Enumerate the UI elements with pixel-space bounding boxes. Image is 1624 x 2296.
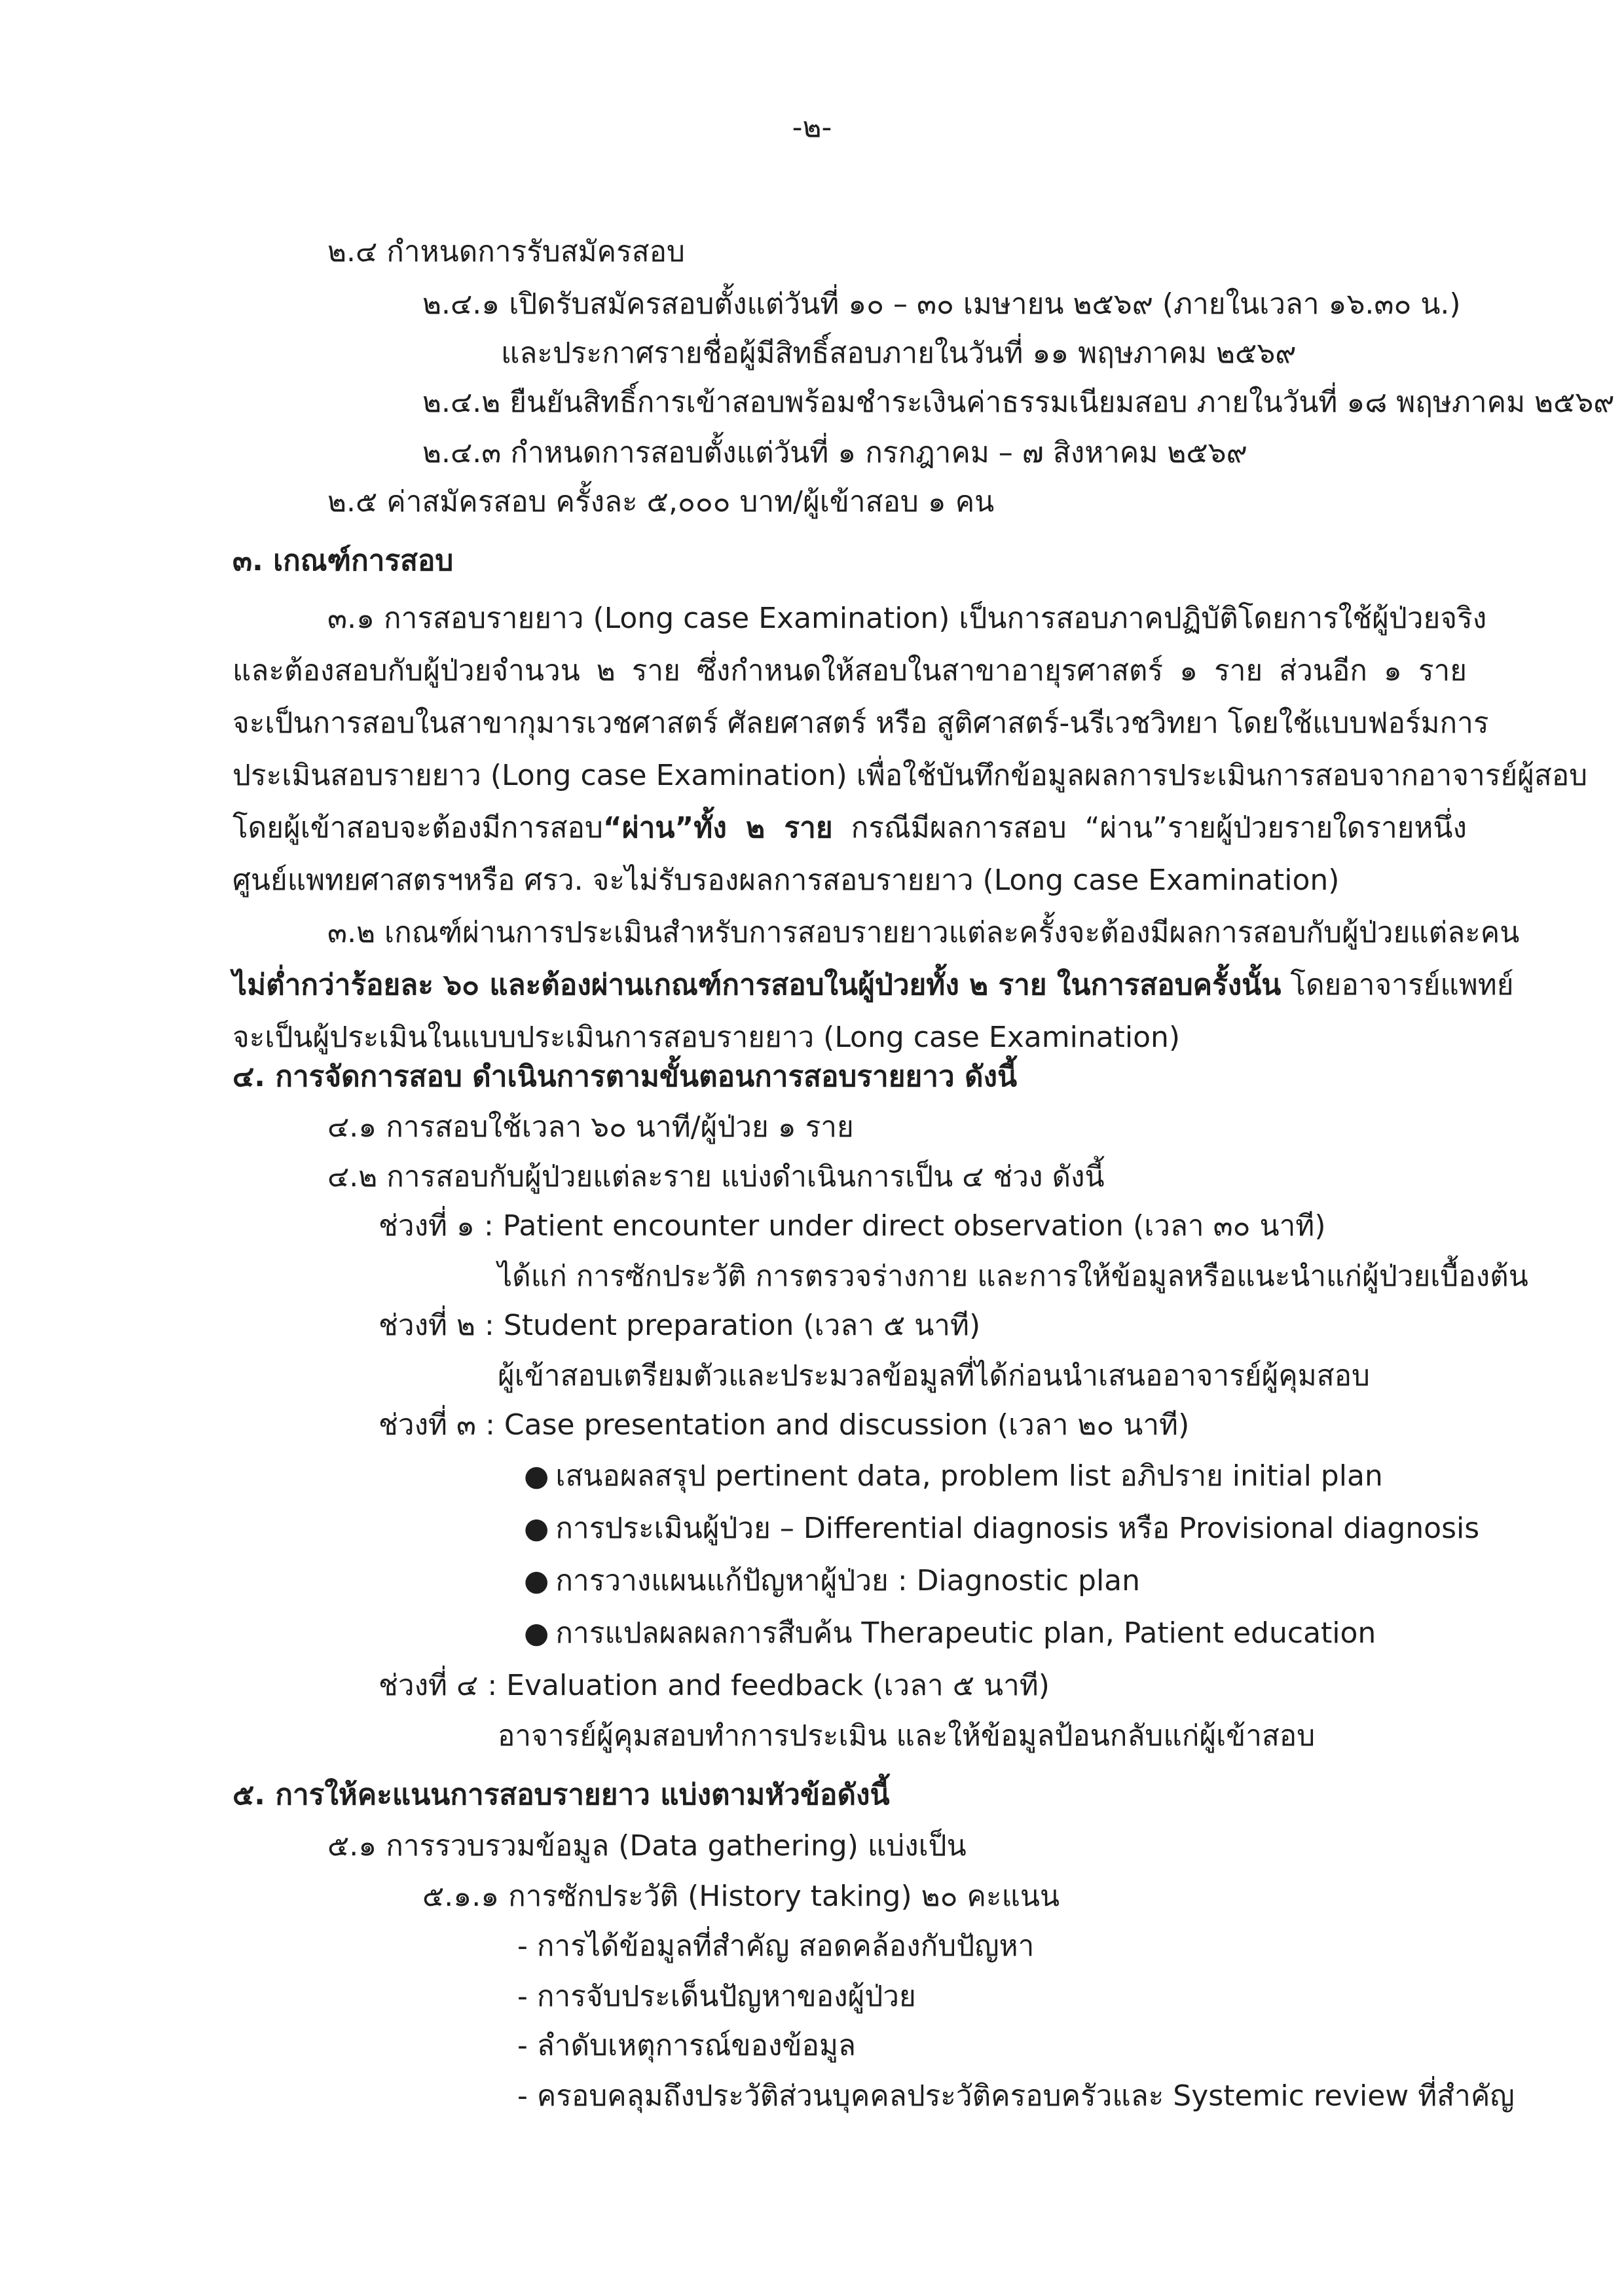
section-2-4-1-line1: ๒.๔.๑ เปิดรับสมัครสอบตั้งแต่วันที่ ๑๐ – ๓๐ เมษายน ๒๕๖๙ (ภายในเวลา ๑๖.๓๐ น.) [422, 287, 1461, 321]
bullet-dot-icon: ● [524, 1512, 549, 1545]
section-3-2-paragraph [232, 907, 1520, 1064]
bullet-item: ● การประเมินผู้ป่วย – Differential diagnosis หรือ Provisional diagnosis [524, 1512, 1480, 1545]
section-5-1-1: ๕.๑.๑ การซักประวัติ (History taking) ๒๐ คะแนน [422, 1880, 1060, 1913]
list-item: - ลำดับเหตุการณ์ของข้อมูล [517, 2029, 856, 2062]
phase-3: ช่วงที่ ๓ : Case presentation and discussion (เวลา ๒๐ นาที) [378, 1408, 1190, 1442]
section-5-heading: ๕. การให้คะแนนการสอบรายยาว แบ่งตามหัวข้อดังนี้ [232, 1778, 890, 1812]
section-3-1-pass-both: “ผ่าน”ทั้ง ๒ ราย [602, 811, 833, 845]
section-3-1-paragraph [232, 592, 1588, 907]
bullet-item: ● การวางแผนแก้ปัญหาผู้ป่วย : Diagnostic plan [524, 1564, 1141, 1597]
section-4-1: ๔.๑ การสอบใช้เวลา ๖๐ นาที/ผู้ป่วย ๑ ราย [327, 1110, 854, 1144]
section-4-heading: ๔. การจัดการสอบ ดำเนินการตามขั้นตอนการสอบรายยาว ดังนี้ [232, 1060, 1018, 1093]
section-3-2-criteria-bold: ไม่ต่ำกว่าร้อยละ ๖๐ และต้องผ่านเกณฑ์การสอบในผู้ป่วยทั้ง ๒ ราย ในการสอบครั้งนั้น [232, 968, 1282, 1002]
section-3-2-line-2 [232, 959, 1514, 1011]
phase-1-desc: ได้แก่ การซักประวัติ การตรวจร่างกาย และการให้ข้อมูลหรือแนะนำแก่ผู้ป่วยเบื้องต้น [498, 1260, 1528, 1293]
phase-4: ช่วงที่ ๔ : Evaluation and feedback (เวลา ๕ นาที) [378, 1669, 1050, 1702]
phase-4-desc: อาจารย์ผู้คุมสอบทำการประเมิน และให้ข้อมูลป้อนกลับแก่ผู้เข้าสอบ [498, 1719, 1316, 1753]
section-3-1-line-2: และต้องสอบกับผู้ป่วยจำนวน ๒ ราย ซึ่งกำหนดให้สอบในสาขาอายุรศาสตร์ ๑ ราย ส่วนอีก ๑ ราย [232, 654, 1467, 687]
phase-2-desc: ผู้เข้าสอบเตรียมตัวและประมวลข้อมูลที่ได้ก่อนนำเสนออาจารย์ผู้คุมสอบ [498, 1359, 1370, 1393]
list-item: - การจับประเด็นปัญหาของผู้ป่วย [517, 1980, 916, 2013]
section-2-4-3: ๒.๔.๓ กำหนดการสอบตั้งแต่วันที่ ๑ กรกฎาคม – ๗ สิงหาคม ๒๕๖๙ [422, 436, 1247, 469]
section-3-1-line-1: ๓.๑ การสอบรายยาว (Long case Examination) เป็นการสอบภาคปฏิบัติโดยการใช้ผู้ป่วยจริง [327, 602, 1487, 635]
section-3-2-line-3: จะเป็นผู้ประเมินในแบบประเมินการสอบรายยาว (Long case Examination) [232, 1021, 1181, 1054]
section-3-2-line-1: ๓.๒ เกณฑ์ผ่านการประเมินสำหรับการสอบรายยาวแต่ละครั้งจะต้องมีผลการสอบกับผู้ป่วยแต่ละคน [327, 916, 1520, 949]
list-item: - ครอบคลุมถึงประวัติส่วนบุคคลประวัติครอบครัวและ Systemic review ที่สำคัญ [517, 2079, 1515, 2113]
section-2-4-title: ๒.๔ กำหนดการรับสมัครสอบ [327, 235, 685, 268]
bullet-dot-icon: ● [524, 1616, 549, 1650]
section-3-1-line-5c: กรณีมีผลการสอบ “ผ่าน”รายผู้ป่วยรายใดรายหนึ่ง [832, 811, 1467, 845]
section-5-1: ๕.๑ การรวบรวมข้อมูล (Data gathering) แบ่งเป็น [327, 1829, 967, 1863]
section-4-2: ๔.๒ การสอบกับผู้ป่วยแต่ละราย แบ่งดำเนินการเป็น ๔ ช่วง ดังนี้ [327, 1160, 1105, 1194]
section-3-1-line-4: ประเมินสอบรายยาว (Long case Examination) เพื่อใช้บันทึกข้อมูลผลการประเมินการสอบจากอาจารย์ผู้สอบ [232, 759, 1588, 792]
section-3-heading: ๓. เกณฑ์การสอบ [232, 544, 454, 577]
list-item: - การได้ข้อมูลที่สำคัญ สอดคล้องกับปัญหา [517, 1929, 1035, 1963]
section-3-1-line-3: จะเป็นการสอบในสาขากุมารเวชศาสตร์ ศัลยศาสตร์ หรือ สูติศาสตร์-นรีเวชวิทยา โดยใช้แบบฟอร์มการ [232, 706, 1489, 740]
section-3-1-line-6: ศูนย์แพทยศาสตรฯหรือ ศรว. จะไม่รับรองผลการสอบรายยาว (Long case Examination) [232, 864, 1340, 897]
section-2-5: ๒.๕ ค่าสมัครสอบ ครั้งละ ๕,๐๐๐ บาท/ผู้เข้าสอบ ๑ คน [327, 485, 995, 519]
bullet-item: ● เสนอผลสรุป pertinent data, problem list อภิปราย initial plan [524, 1459, 1383, 1493]
section-2-4-2: ๒.๔.๒ ยืนยันสิทธิ์การเข้าสอบพร้อมชำระเงินค่าธรรมเนียมสอบ ภายในวันที่ ๑๘ พฤษภาคม ๒๕๖๙ [422, 386, 1615, 419]
bullet-item: ● การแปลผลผลการสืบค้น Therapeutic plan, Patient education [524, 1616, 1376, 1650]
page-number: -๒- [792, 111, 832, 144]
section-3-2-line-2-rest: โดยอาจารย์แพทย์ [1281, 968, 1514, 1002]
section-2-4-1-line2: และประกาศรายชื่อผู้มีสิทธิ์สอบภายในวันที่ ๑๑ พฤษภาคม ๒๕๖๙ [501, 337, 1297, 370]
bullet-dot-icon: ● [524, 1459, 549, 1493]
phase-2: ช่วงที่ ๒ : Student preparation (เวลา ๕ นาที) [378, 1309, 981, 1342]
bullet-dot-icon: ● [524, 1564, 549, 1597]
section-3-1-line-5 [232, 802, 1467, 854]
phase-1: ช่วงที่ ๑ : Patient encounter under direct observation (เวลา ๓๐ นาที) [378, 1209, 1326, 1243]
section-3-1-line-5a: โดยผู้เข้าสอบจะต้องมีการสอบ [232, 811, 603, 845]
